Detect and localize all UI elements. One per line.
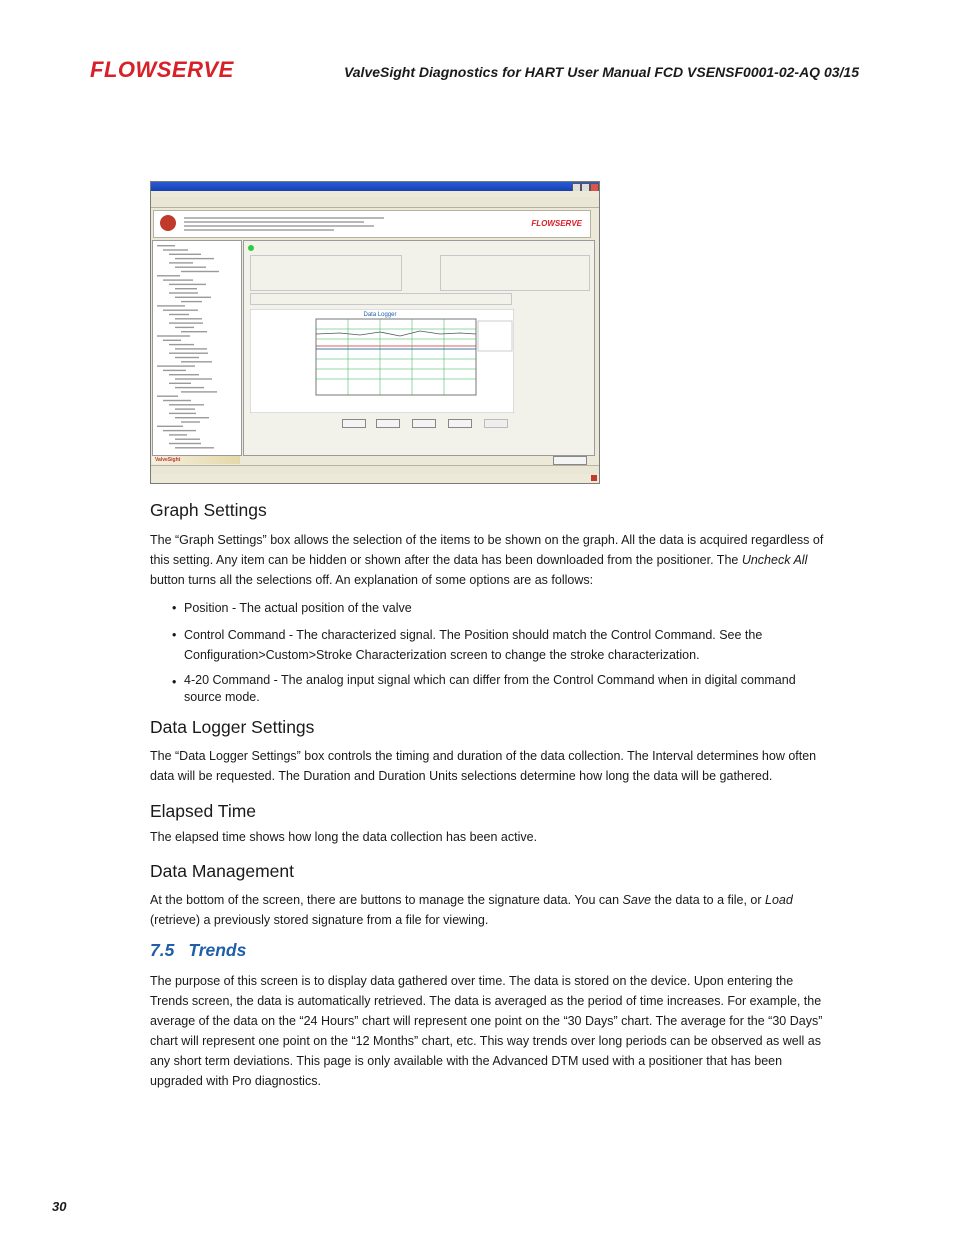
tree-item[interactable] xyxy=(169,262,193,263)
tree-item[interactable] xyxy=(163,400,191,401)
graph-settings-box xyxy=(250,255,402,291)
tree-item[interactable] xyxy=(175,297,211,298)
tree-item[interactable] xyxy=(157,426,183,427)
heading-data-management: Data Management xyxy=(150,861,294,881)
screenshot-titlebar xyxy=(151,182,599,191)
tree-item[interactable] xyxy=(181,361,212,362)
tree-item[interactable] xyxy=(157,396,178,397)
tree-item[interactable] xyxy=(169,284,206,285)
tree-item[interactable] xyxy=(175,447,214,448)
chart-legend xyxy=(478,321,512,351)
load-button[interactable] xyxy=(376,419,400,428)
tree-item[interactable] xyxy=(175,417,209,418)
page-number: 30 xyxy=(52,1199,67,1214)
chart-title: Data Logger xyxy=(363,312,397,318)
data-logger-settings-box xyxy=(440,255,590,291)
tree-item[interactable] xyxy=(175,288,197,289)
tree-item[interactable] xyxy=(169,314,189,315)
document-title: ValveSight Diagnostics for HART User Manual FCD VSENSF0001-02-AQ 03/15 xyxy=(343,64,859,80)
tree-item[interactable] xyxy=(175,318,202,319)
tree-item[interactable] xyxy=(175,387,204,388)
error-icon xyxy=(591,475,597,481)
tree-item[interactable] xyxy=(181,421,200,422)
tree-item[interactable] xyxy=(157,335,190,336)
tree-lines xyxy=(153,241,241,455)
valvesight-label: ValveSight xyxy=(155,457,181,463)
device-info-lines xyxy=(184,215,384,233)
disabled-button[interactable] xyxy=(484,419,508,428)
close-button[interactable] xyxy=(553,456,587,465)
section-heading-trends xyxy=(150,940,246,961)
tree-item[interactable] xyxy=(181,391,217,392)
logo-text: FLOWSERVE xyxy=(90,57,234,82)
screenshot-bottom-bar xyxy=(151,474,599,483)
screenshot-statusbar xyxy=(151,465,599,474)
paragraph-graph-settings: The “Graph Settings” box allows the selection of the items to be shown on the graph. All the data is acquired regardless of this setting. Any item can be hidden or shown after the data has been downloaded from the positioner. The Uncheck All button turns all the selections off. An explanation of some options are as follows: xyxy=(150,533,824,587)
tree-item[interactable] xyxy=(175,327,194,328)
tree-item[interactable] xyxy=(157,305,185,306)
tree-item[interactable] xyxy=(163,340,181,341)
tree-item[interactable] xyxy=(169,404,204,405)
status-led-icon xyxy=(248,245,254,251)
stop-button[interactable] xyxy=(412,419,436,428)
tree-item[interactable] xyxy=(163,310,198,311)
tree-item[interactable] xyxy=(175,378,212,379)
tree-item[interactable] xyxy=(157,245,175,246)
data-logger-panel xyxy=(243,240,595,456)
paragraph-data-logger: The “Data Logger Settings” box controls the timing and duration of the data collection. The Interval determines how often data will be requested. The Duration and Duration Units selections determine how long the data will be gathered. xyxy=(150,749,817,783)
section-number: 7.5 xyxy=(150,940,175,960)
valvesight-brand-bar xyxy=(152,456,240,464)
tree-item[interactable] xyxy=(169,374,199,375)
elapsed-time-box xyxy=(250,293,512,305)
tree-item[interactable] xyxy=(175,258,214,259)
tree-item[interactable] xyxy=(157,275,180,276)
save-button[interactable] xyxy=(342,419,366,428)
start-button[interactable] xyxy=(448,419,472,428)
tree-item[interactable] xyxy=(181,331,207,332)
tree-item[interactable] xyxy=(163,249,188,250)
heading-data-logger-settings: Data Logger Settings xyxy=(150,717,315,737)
paragraph-data-management: At the bottom of the screen, there are buttons to manage the signature data. You can Save the data to a file, or Load (retrieve) a previously stored signature from a file for viewing. xyxy=(150,893,793,927)
tree-item[interactable] xyxy=(175,357,199,358)
heading-elapsed-time: Elapsed Time xyxy=(150,801,257,821)
tree-item[interactable] xyxy=(163,370,186,371)
device-info-panel xyxy=(153,210,591,238)
heading-graph-settings: Graph Settings xyxy=(150,500,267,520)
tree-item[interactable] xyxy=(169,383,191,384)
flowserve-logo xyxy=(90,57,234,82)
tree-item[interactable] xyxy=(175,439,200,440)
tree-item[interactable] xyxy=(181,301,202,302)
tree-item[interactable] xyxy=(181,271,219,272)
tree-item[interactable] xyxy=(175,348,207,349)
tree-item[interactable] xyxy=(163,279,193,280)
data-logger-chart xyxy=(250,309,514,413)
tree-item[interactable] xyxy=(169,353,208,354)
paragraph-trends: The purpose of this screen is to display data gathered over time. The data is stored on the device. Upon entering the Trends screen, the data is automatically retrieved. The data is averaged as the period of time increases. For example, the average of the data on the “24 Hours” chart will represent one point on the “30 Days” chart. The average for the “30 Days” chart will represent one point on the “12 Months” chart, etc. This way trends over long periods can be observed as well as any short term deviations. This page is only available with the Advanced DTM used with a positioner that has been upgraded with Pro diagnostics. xyxy=(150,974,823,1088)
navigation-tree xyxy=(152,240,242,456)
tree-item[interactable] xyxy=(157,365,195,366)
tree-item[interactable] xyxy=(169,413,196,414)
tree-item[interactable] xyxy=(175,267,206,268)
device-icon xyxy=(160,215,176,231)
tree-item[interactable] xyxy=(169,443,201,444)
logger-buttons xyxy=(342,419,542,427)
tree-item[interactable] xyxy=(169,434,187,435)
tree-item[interactable] xyxy=(163,430,196,431)
tree-item[interactable] xyxy=(169,292,198,293)
screenshot-logo: FLOWSERVE xyxy=(531,219,582,228)
tree-item[interactable] xyxy=(169,344,194,345)
section-title: Trends xyxy=(188,940,247,960)
software-screenshot xyxy=(150,181,600,484)
tree-item[interactable] xyxy=(169,254,201,255)
tree-item[interactable] xyxy=(169,322,203,323)
tree-item[interactable] xyxy=(175,408,195,409)
paragraph-elapsed-time: The elapsed time shows how long the data collection has been active. xyxy=(150,830,538,844)
screenshot-toolbar xyxy=(151,197,599,208)
